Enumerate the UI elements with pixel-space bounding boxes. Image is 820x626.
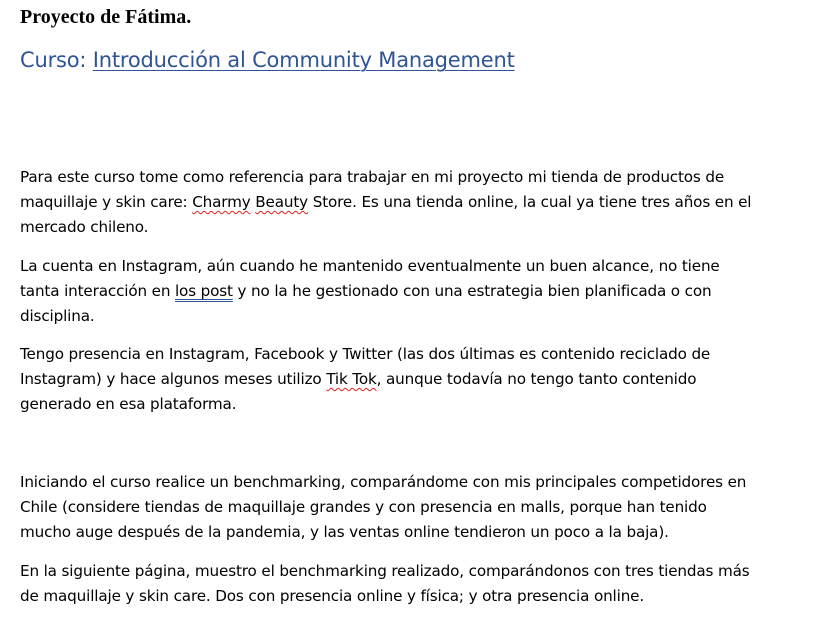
paragraph-text: Para este curso tome como referencia para trabajar en mi proyecto mi tienda de productos de maquillaje y skin care: <box>20 168 725 211</box>
grammar-flag-los-post[interactable]: los post <box>174 282 233 300</box>
spellcheck-word-tiktok[interactable]: Tik Tok <box>326 370 377 388</box>
course-link[interactable]: Introducción al Community Management <box>92 48 515 72</box>
paragraph-text: y no la he gestionado con una estrategia bien planificada o con disciplina. <box>20 282 712 325</box>
paragraph-text: Store. Es una tienda online, la cual ya tiene tres años en el mercado chileno. <box>20 193 752 236</box>
paragraph-instagram <box>20 254 760 329</box>
course-prefix: Curso: <box>20 48 93 72</box>
paragraph-text: La cuenta en Instagram, aún cuando he mantenido eventualmente un buen alcance, no tiene tanta interacción en <box>20 257 720 300</box>
course-heading <box>20 46 810 74</box>
paragraph-benchmarking <box>20 470 760 545</box>
paragraph-text: En la siguiente página, muestro el benchmarking realizado, comparándonos con tres tiendas más de maquillaje y skin care. Dos con presencia online y física; y otra presencia online. <box>20 562 750 605</box>
document-title: Proyecto de Fátima. <box>20 6 192 28</box>
paragraph-social-presence <box>20 342 760 417</box>
spellcheck-word-charmy[interactable]: Charmy <box>192 193 251 211</box>
paragraph-store-intro <box>20 165 760 240</box>
spellcheck-word-beauty[interactable]: Beauty <box>255 193 309 211</box>
paragraph-text: Tengo presencia en Instagram, Facebook y Twitter (las dos últimas es contenido reciclado de Instagram) y hace algunos meses utilizo <box>20 345 711 388</box>
paragraph-text: Iniciando el curso realice un benchmarking, comparándome con mis principales competidores en Chile (considere tiendas de maquillaje grandes y con presencia en malls, porque han tenido mucho auge después de la pandemia, y las ventas online tendieron un poco a la baja). <box>20 473 747 541</box>
paragraph-text: , aunque todavía no tengo tanto contenido generado en esa plataforma. <box>20 370 697 413</box>
paragraph-next-page <box>20 559 760 609</box>
document-page <box>20 0 810 605</box>
